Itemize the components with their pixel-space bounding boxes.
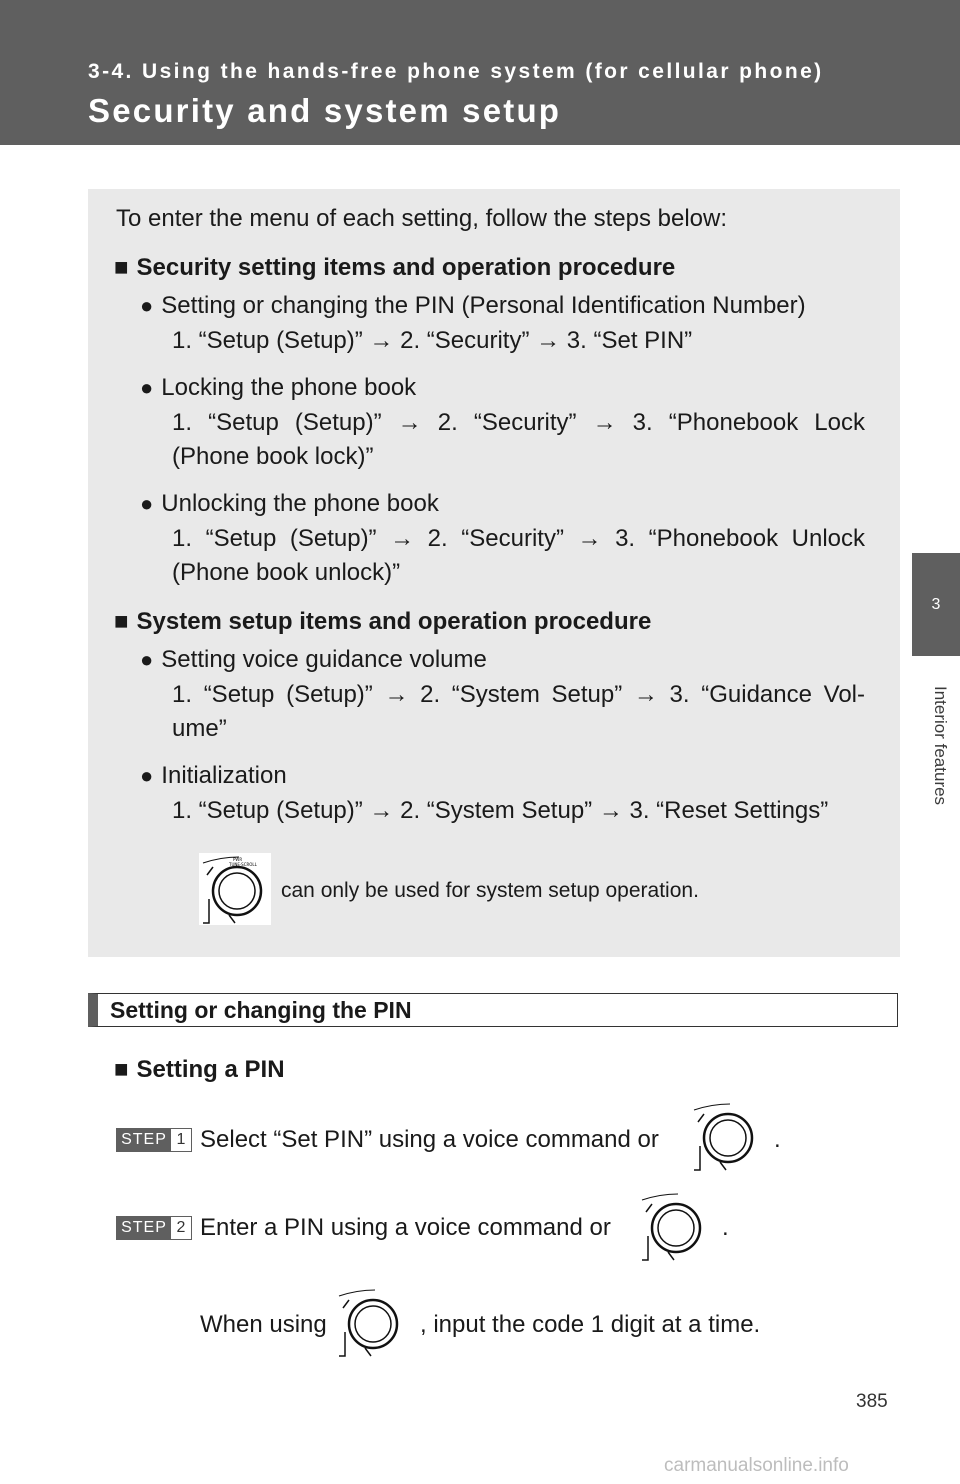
setting-pin-heading: ■ Setting a PIN [114, 1056, 285, 1083]
bullet-icon: ● [140, 763, 154, 788]
proc-guidance-volume-cont: ume” [172, 715, 227, 742]
step-1-text: Select “Set PIN” using a voice command or [200, 1126, 659, 1153]
proc-set-pin: 1. “Setup (Setup)” → 2. “Security” → 3. “Set PIN” [172, 327, 693, 354]
bullet-icon: ● [140, 491, 154, 516]
knob-usage-note-end: , input the code 1 digit at a time. [420, 1311, 761, 1338]
step-1-badge: STEP 1 [116, 1128, 192, 1152]
tune-scroll-knob-icon [199, 853, 271, 925]
bullet-set-pin: ● Setting or changing the PIN (Personal Identification Number) [140, 292, 806, 319]
square-bullet-icon: ■ [114, 608, 129, 635]
knob-usage-note-start: When using [200, 1311, 327, 1338]
chapter-number: 3 [931, 595, 941, 613]
bullet-icon: ● [140, 647, 154, 672]
section-bar [88, 993, 898, 1027]
svg-text:PWR: PWR [233, 857, 243, 862]
step-2-text: Enter a PIN using a voice command or [200, 1214, 611, 1241]
proc-guidance-volume: 1. “Setup (Setup)” → 2. “System Setup” → 3. “Guidance Vol- [172, 681, 865, 708]
step-1-period: . [774, 1126, 781, 1153]
svg-text:TUNE·SCROLL: TUNE·SCROLL [229, 862, 257, 867]
bullet-lock-phonebook: ● Locking the phone book [140, 374, 417, 401]
page-header [0, 0, 960, 145]
watermark: carmanualsonline.info [664, 1455, 849, 1476]
proc-unlock-phonebook-cont: (Phone book unlock)” [172, 559, 401, 586]
bullet-initialization: ● Initialization [140, 762, 287, 789]
info-intro: To enter the menu of each setting, follow the steps below: [116, 205, 728, 232]
square-bullet-icon: ■ [114, 1056, 129, 1083]
bullet-icon: ● [140, 293, 154, 318]
tune-scroll-knob-icon [638, 1190, 710, 1262]
step-2-period: . [722, 1214, 729, 1241]
section-bar-title: Setting or changing the PIN [110, 997, 412, 1023]
bullet-icon: ● [140, 375, 154, 400]
page-title: Security and system setup [88, 92, 562, 129]
bullet-unlock-phonebook: ● Unlocking the phone book [140, 490, 439, 517]
section-title: 3-4. Using the hands-free phone system (for cellular phone) [88, 60, 824, 83]
knob-note: can only be used for system setup operation. [281, 879, 699, 902]
proc-lock-phonebook-cont: (Phone book lock)” [172, 443, 374, 470]
tune-scroll-knob-icon [335, 1286, 407, 1358]
step-2-badge: STEP 2 [116, 1216, 192, 1240]
chapter-label: Interior features [931, 686, 950, 806]
security-heading: ■ Security setting items and operation procedure [114, 254, 676, 281]
page-number: 385 [856, 1391, 888, 1412]
system-heading: ■ System setup items and operation procedure [114, 608, 652, 635]
proc-lock-phonebook: 1. “Setup (Setup)” → 2. “Security” → 3. “Phonebook Lock [172, 409, 865, 436]
square-bullet-icon: ■ [114, 254, 129, 281]
proc-initialization: 1. “Setup (Setup)” → 2. “System Setup” → 3. “Reset Settings” [172, 797, 829, 824]
proc-unlock-phonebook: 1. “Setup (Setup)” → 2. “Security” → 3. “Phonebook Unlock [172, 525, 865, 552]
bullet-guidance-volume: ● Setting voice guidance volume [140, 646, 487, 673]
tune-scroll-knob-icon [690, 1100, 762, 1172]
chapter-tab [912, 553, 960, 656]
